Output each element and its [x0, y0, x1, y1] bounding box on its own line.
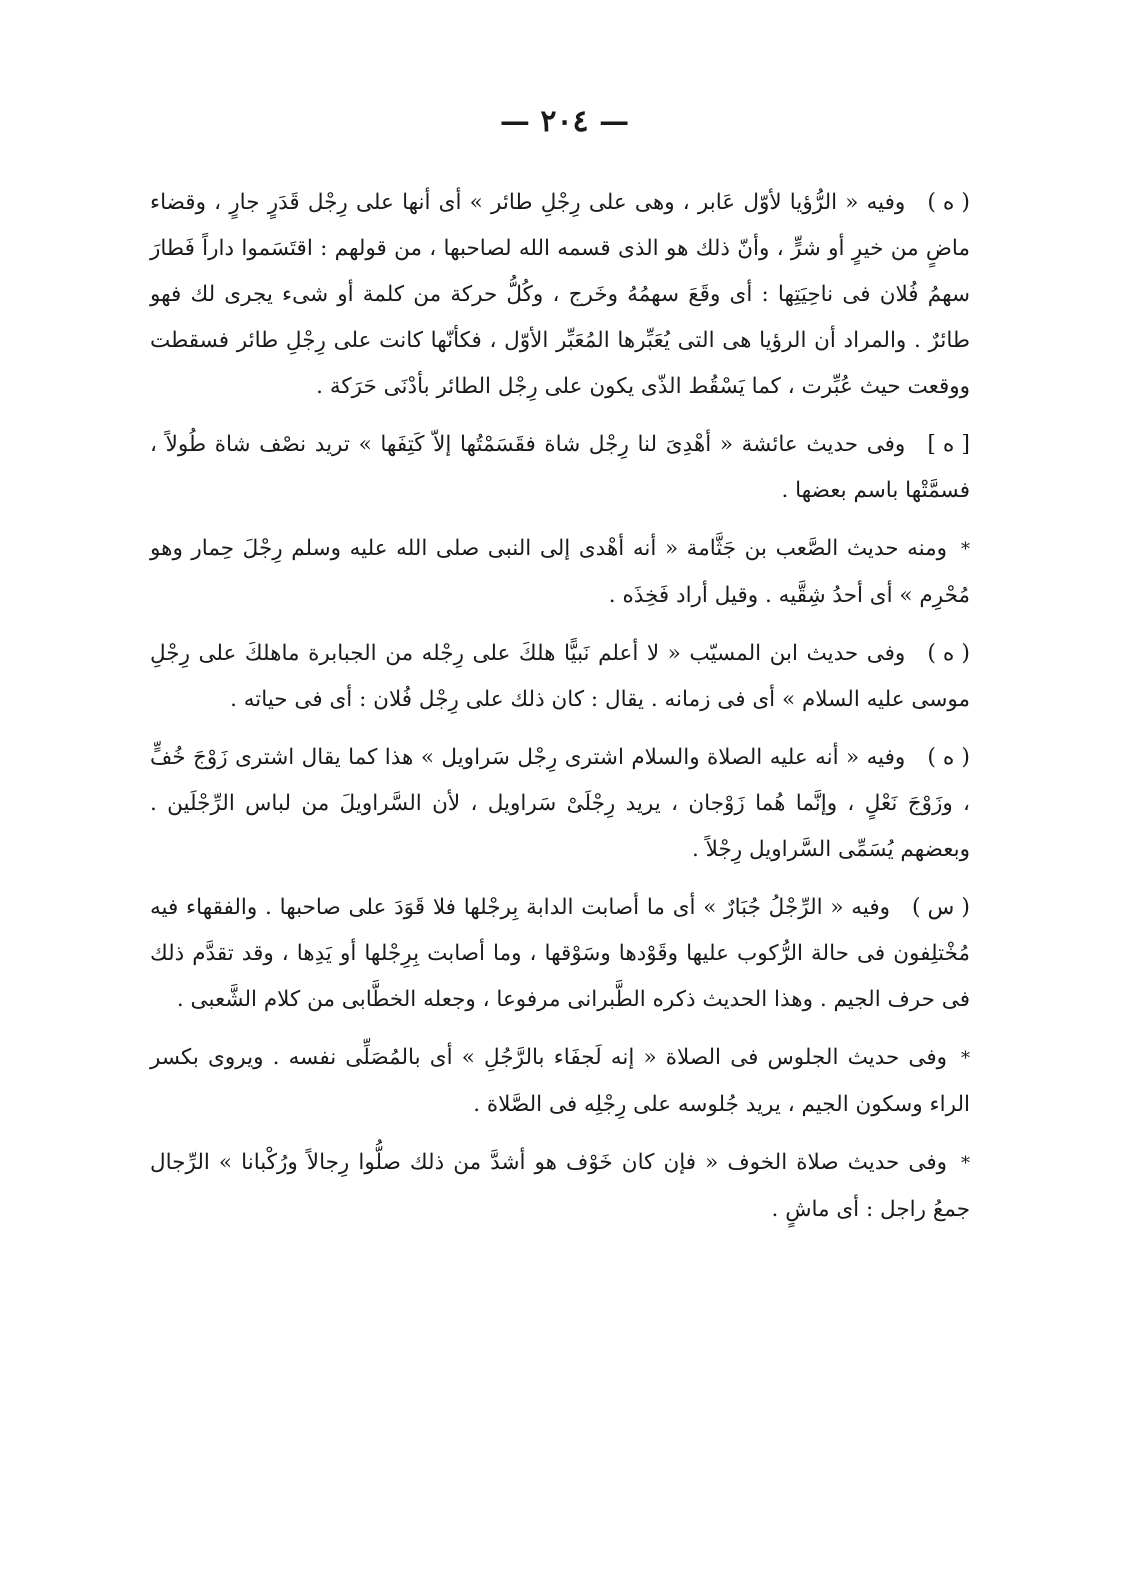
entry-text: وفيه « أنه عليه الصلاة والسلام اشترى رِجْل سَراويل » هذا كما يقال اشترى زَوْجَ خُفٍّ ، وزَوْجَ نَعْلٍ ، وإنَّما هُما زَوْجان ، يريد رِجْلَىْ سَراويل ، لأن السَّراويلَ من لباس الرِّجْلَين . وبعضهم يُسَمِّى السَّراويل رِجْلاً .: [150, 745, 970, 862]
entry-text: ومنه حديث الصَّعب بن جَثَّامة « أنه أهْدى إلى النبى صلى الله عليه وسلم رِجْلَ حِمار وهو مُحْرِم » أى أحدُ شِقَّيه . وقيل أراد فَخِذَه .: [150, 536, 970, 608]
entry-text: وفى حديث صلاة الخوف « فإن كان خَوْف هو أشدَّ من ذلك صلُّوا رِجالاً ورُكْبانا » الرِّجال جمعُ راجل : أى ماشٍ .: [150, 1150, 970, 1222]
entry-text: وفيه « الرِّجْلُ جُبَارٌ » أى ما أصابت الدابة بِرجْلها فلا قَوَدَ على صاحبها . والفقهاء فيه مُخْتلِفون فى حالة الرُّكوب عليها وقَوْدها وسَوْقها ، وما أصابت بِرِجْلها أو يَدِها ، وقد تقدَّم ذلك فى حرف الجيم . وهذا الحديث ذكره الطَّبرانى مرفوعا ، وجعله الخطَّابى من كلام الشَّعبى .: [150, 895, 970, 1012]
page-number: — ٢٠٤ —: [499, 104, 630, 139]
entry-text: وفى حديث الجلوس فى الصلاة « إنه لَجفَاء بالرَّجُلِ » أى بالمُصَلِّى نفسه . ويروى بكسر الراء وسكون الجيم ، يريد جُلوسه على رِجْلِه فى الصَّلاة .: [150, 1045, 970, 1117]
entry-marker: ( ه ): [927, 745, 970, 770]
entry-marker: *: [961, 1048, 970, 1069]
entry-paragraph: [150, 1035, 970, 1128]
entry-paragraph: [150, 1140, 970, 1233]
entry-paragraph: [150, 885, 970, 1023]
entry-marker: ( س ): [911, 895, 970, 920]
entry-paragraph: [150, 422, 970, 514]
entry-paragraph: [150, 735, 970, 873]
entry-paragraph: [150, 180, 970, 410]
entry-paragraph: [150, 526, 970, 619]
entry-paragraph: [150, 631, 970, 723]
entry-marker: ( ه ): [927, 641, 970, 666]
entry-marker: [ ه ]: [927, 432, 970, 457]
entry-marker: *: [961, 539, 970, 560]
entry-text: وفى حديث ابن المسيّب « لا أعلم نَبيًّا هلكَ على رِجْله من الجبابرة ماهلكَ على رِجْلِ موسى عليه السلام » أى فى زمانه . يقال : كان ذلك على رِجْل فُلان : أى فى حياته .: [150, 641, 970, 712]
entry-text: وفى حديث عائشة « أهْدِىَ لنا رِجْل شاة فقَسَمْتُها إلاّ كَتِفَها » تريد نصْف شاة طُولاً ، فسمَّتْها باسم بعضها .: [150, 432, 970, 503]
entry-marker: *: [961, 1153, 970, 1174]
entry-marker: ( ه ): [927, 190, 970, 215]
entry-text: وفيه « الرُّؤيا لأوّل عَابر ، وهى على رِجْلِ طائر » أى أنها على رِجْل قَدَرٍ جارٍ ، وقضاء ماضٍ من خيرٍ أو شرٍّ ، وأنّ ذلك هو الذى قسمه الله لصاحبها ، من قولهم : اقتَسَموا داراً فَطارَ سهمُ فُلان فى ناحِيَتِها : أى وقَعَ سهمُهُ وخَرج ، وكُلُّ حركة من كلمة أو شىء يجرى لك فهو طائرٌ . والمراد أن الرؤيا هى التى يُعَبِّرها المُعَبِّر الأوّل ، فكأنّها كانت على رِجْلِ طائر فسقطت ووقعت حيث عُبِّرت ، كما يَسْقُط الذّى يكون على رِجْل الطائر بأدْنَى حَرَكة .: [150, 190, 970, 399]
text-body: [150, 180, 970, 1245]
